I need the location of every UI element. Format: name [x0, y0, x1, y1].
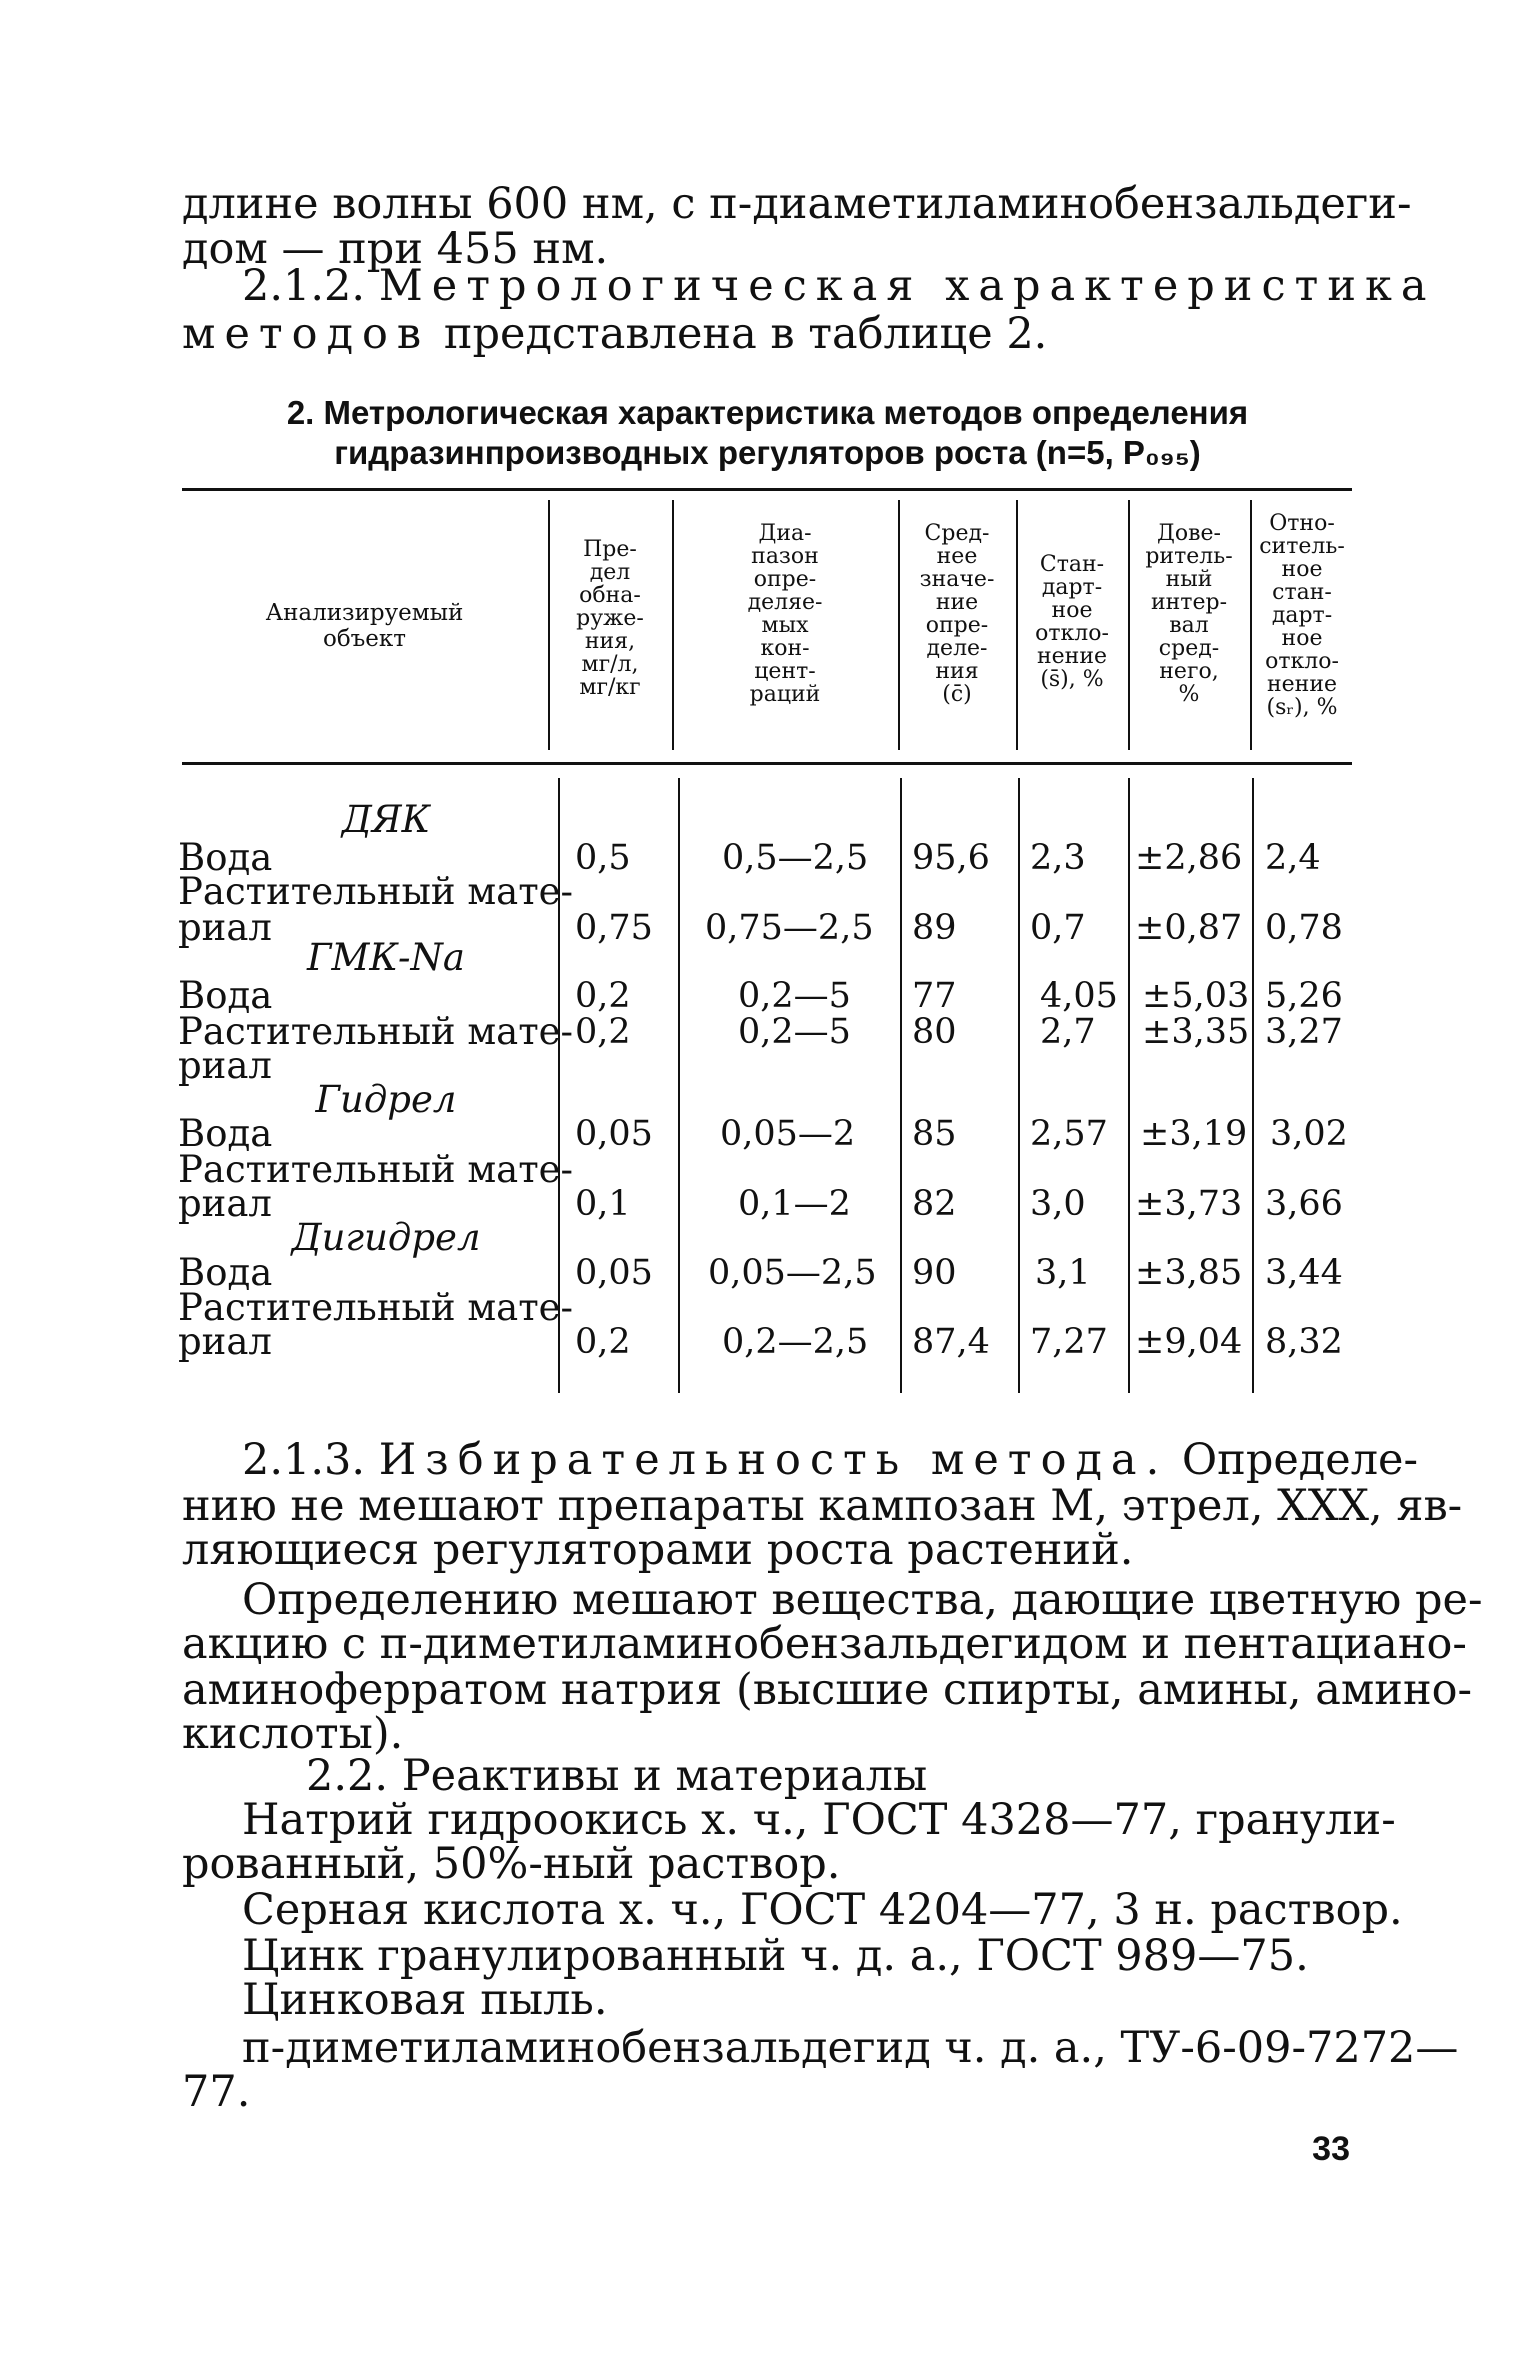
cell-range: 0,2—5: [738, 976, 851, 1016]
cell-range: 0,05—2,5: [708, 1253, 877, 1293]
cell-range: 0,2—2,5: [722, 1322, 869, 1362]
cell-range: 0,05—2: [720, 1114, 856, 1154]
column-rule: [1018, 778, 1020, 1393]
cell-range: 0,1—2: [738, 1184, 851, 1224]
cell-rsd: 3,02: [1270, 1114, 1348, 1154]
cell-sd: 7,27: [1030, 1322, 1108, 1362]
column-rule: [1252, 778, 1254, 1393]
cell-sd: 3,0: [1030, 1184, 1086, 1224]
column-rule: [1128, 778, 1130, 1393]
cell-mean: 87,4: [912, 1322, 990, 1362]
cell-sd: 0,7: [1030, 908, 1086, 948]
cell-ci: ±9,04: [1135, 1322, 1243, 1362]
section-number: 2.1.2.: [242, 261, 366, 311]
cell-sd: 2,57: [1030, 1114, 1108, 1154]
cell-rsd: 3,44: [1265, 1253, 1343, 1293]
section-title: Метрологическая характеристика: [378, 261, 1436, 311]
text-line: Натрий гидроокись х. ч., ГОСТ 4328—77, гранули-: [242, 1795, 1396, 1845]
text-line: Определению мешают вещества, дающие цветную ре-: [242, 1575, 1483, 1625]
cell-limit: 0,05: [575, 1253, 653, 1293]
cell-rsd: 8,32: [1265, 1322, 1343, 1362]
text-line: акцию с п-диметиламинобензальдегидом и пентациано-: [182, 1619, 1467, 1669]
object-label: Вода: [178, 1251, 273, 1294]
cell-rsd: 0,78: [1265, 908, 1343, 948]
text-line: нию не мешают препараты кампозан М, этрел, XXX, яв-: [182, 1481, 1463, 1531]
cell-mean: 80: [912, 1012, 957, 1052]
cell-range: 0,75—2,5: [705, 908, 874, 948]
cell-sd: 2,3: [1030, 838, 1086, 878]
object-label: Вода: [178, 1112, 273, 1155]
text-line: рованный, 50%-ный раствор.: [182, 1839, 841, 1889]
cell-mean: 90: [912, 1253, 957, 1293]
text-line: 77.: [182, 2067, 251, 2117]
cell-sd: 3,1: [1035, 1253, 1091, 1293]
cell-limit: 0,2: [575, 976, 631, 1016]
column-rule: [900, 778, 902, 1393]
section-name: ГМК-Na: [307, 936, 465, 979]
object-label: риал: [178, 1320, 272, 1363]
object-label: Растительный мате-: [178, 870, 574, 913]
cell-mean: 89: [912, 908, 957, 948]
object-label: Растительный мате-: [178, 1286, 574, 1329]
cell-limit: 0,5: [575, 838, 631, 878]
section-heading-2-2: 2.2. Реактивы и материалы: [306, 1751, 928, 1801]
section-heading-2-1-2: [182, 261, 1436, 311]
table-caption: гидразинпроизводных регуляторов роста (n=5, P₀₉₅): [334, 434, 1201, 471]
text-line: ляющиеся регуляторами роста растений.: [182, 1525, 1134, 1575]
cell-mean: 77: [912, 976, 957, 1016]
text-line: аминоферратом натрия (высшие спирты, амины, амино-: [182, 1665, 1473, 1715]
object-label: Растительный мате-: [178, 1148, 574, 1191]
cell-mean: 95,6: [912, 838, 990, 878]
object-label: Растительный мате-: [178, 1010, 574, 1053]
section-title: Избирательность метода.: [378, 1435, 1169, 1485]
cell-range: 0,5—2,5: [722, 838, 869, 878]
section-name: ДЯК: [341, 798, 431, 841]
column-header-object: Анализируемый объект: [265, 600, 464, 652]
object-label: риал: [178, 906, 272, 949]
text-line: [182, 310, 1352, 359]
column-header-range: Диа- пазон опре- деляе- мых кон- цент- раций: [747, 521, 823, 707]
object-label: риал: [178, 1044, 272, 1087]
cell-sd: 4,05: [1040, 976, 1118, 1016]
table-top-rule: [182, 488, 1352, 491]
text-line: длине волны 600 нм, с п-диаметиламинобензальдеги-: [182, 179, 1412, 229]
column-header-sd: Стан- дарт- ное откло- нение (s̄), %: [1035, 552, 1109, 692]
cell-limit: 0,2: [575, 1012, 631, 1052]
text-line: Цинковая пыль.: [242, 1975, 608, 2025]
text-line: кислоты).: [182, 1709, 404, 1759]
cell-ci: ±3,19: [1140, 1114, 1248, 1154]
table-header-rule: [182, 762, 1352, 765]
cell-rsd: 5,26: [1265, 976, 1343, 1016]
cell-limit: 0,05: [575, 1114, 653, 1154]
cell-rsd: 3,27: [1265, 1012, 1343, 1052]
object-label: Вода: [178, 974, 273, 1017]
text-run: представлена в таблице 2.: [443, 309, 1048, 359]
section-name: Гидрел: [315, 1078, 457, 1121]
cell-ci: ±3,35: [1142, 1012, 1250, 1052]
cell-ci: ±5,03: [1142, 976, 1250, 1016]
cell-ci: ±3,85: [1135, 1253, 1243, 1293]
text-line: п-диметиламинобензальдегид ч. д. а., ТУ-6-09-7272—: [242, 2023, 1459, 2073]
cell-mean: 82: [912, 1184, 957, 1224]
column-rule: [678, 778, 680, 1393]
cell-limit: 0,75: [575, 908, 653, 948]
column-header-ci: Дове- ритель- ный интер- вал сред- него, %: [1145, 521, 1233, 707]
cell-rsd: 3,66: [1265, 1184, 1343, 1224]
section-heading-2-1-3: [182, 1435, 1419, 1485]
cell-rsd: 2,4: [1265, 838, 1321, 878]
object-label: Вода: [178, 836, 273, 879]
column-header-limit: Пре- дел обна- руже- ния, мг/л, мг/кг: [576, 537, 644, 700]
section-number: 2.1.3.: [242, 1435, 366, 1485]
page-number: 33: [1312, 2130, 1350, 2168]
cell-limit: 0,1: [575, 1184, 631, 1224]
cell-limit: 0,2: [575, 1322, 631, 1362]
text-run: Определе-: [1181, 1435, 1419, 1485]
section-name: Дигидрел: [291, 1216, 481, 1259]
object-label: риал: [178, 1182, 272, 1225]
cell-ci: ±0,87: [1135, 908, 1243, 948]
section-title-cont: методов: [182, 309, 431, 359]
text-line: Серная кислота х. ч., ГОСТ 4204—77, 3 н. раствор.: [242, 1885, 1403, 1935]
cell-sd: 2,7: [1040, 1012, 1096, 1052]
cell-ci: ±3,73: [1135, 1184, 1243, 1224]
cell-ci: ±2,86: [1135, 838, 1243, 878]
column-header-rsd: Отно- ситель- ное стан- дарт- ное откло- нение (sᵣ), %: [1259, 511, 1345, 720]
cell-range: 0,2—5: [738, 1012, 851, 1052]
column-header-mean: Сред- нее значе- ние опре- деле- ния (c̄): [919, 521, 995, 707]
text-line: Цинк гранулированный ч. д. а., ГОСТ 989—75.: [242, 1931, 1309, 1981]
table-caption: 2. Метрологическая характеристика методов определения: [286, 394, 1249, 431]
cell-mean: 85: [912, 1114, 957, 1154]
text-line: дом — при 455 нм.: [182, 224, 609, 274]
